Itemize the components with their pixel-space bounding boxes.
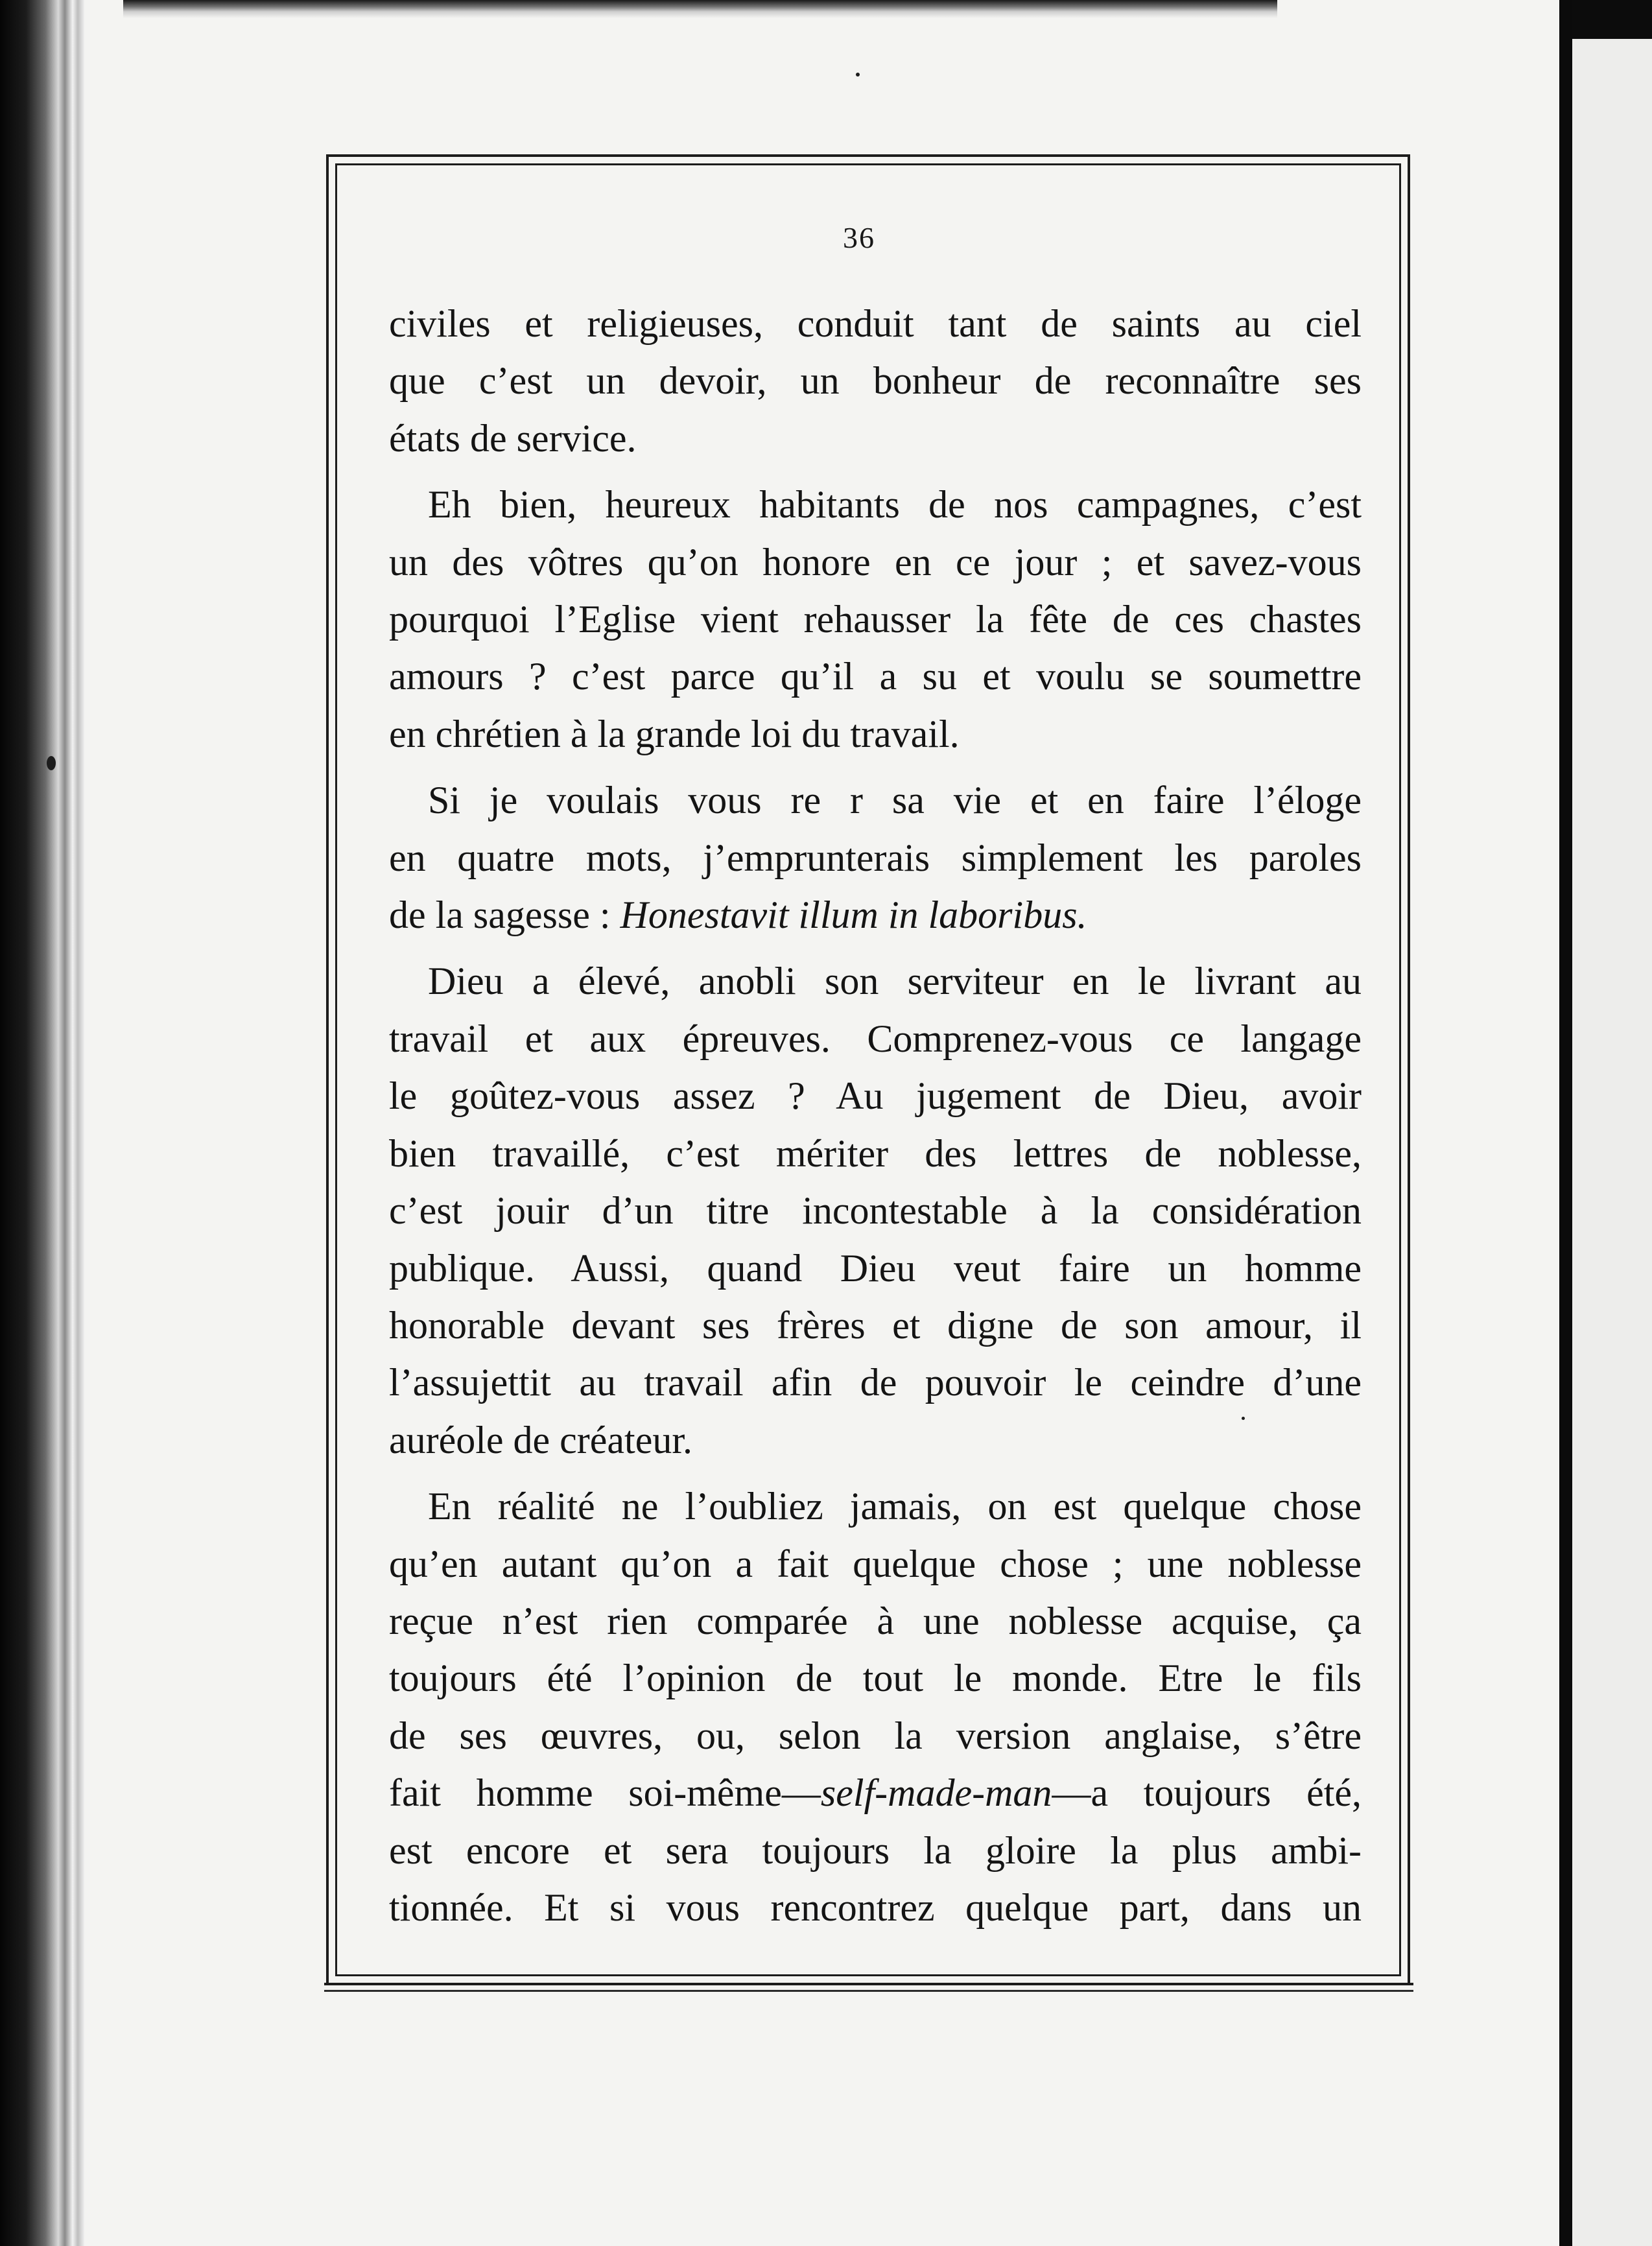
latin-quote: Honestavit illum in laboribus.	[620, 893, 1087, 937]
text-line: publique. Aussi, quand Dieu veut faire un homme	[389, 1246, 1362, 1290]
text-line: civiles et religieuses, conduit tant de saints au ciel	[389, 302, 1362, 345]
text-line: en chrétien à la grande loi du travail.	[389, 712, 960, 755]
text-line: est encore et sera toujours la gloire la plus ambi-	[389, 1828, 1362, 1872]
body-text	[389, 295, 1362, 1945]
page-top-shadow	[123, 0, 1277, 18]
text-line: tionnée. Et si vous rencontrez quelque part, dans un	[389, 1885, 1362, 1929]
text-span: —a toujours été,	[1052, 1771, 1362, 1815]
text-line: en quatre mots, j’emprunterais simplement les paroles	[389, 836, 1362, 879]
paragraph	[389, 476, 1362, 762]
facing-page-edge	[1572, 39, 1652, 2246]
text-line: Dieu a élevé, anobli son serviteur en le livrant au	[428, 960, 1362, 1003]
page-bottom-rule	[324, 1983, 1413, 1992]
paragraph	[389, 772, 1362, 943]
page-gutter	[1559, 0, 1572, 2246]
text-line: de ses œuvres, ou, selon la version anglaise, s’être	[389, 1714, 1362, 1757]
text-line: états de service.	[389, 416, 637, 460]
scan-speck	[1242, 1417, 1245, 1420]
text-line: c’est jouir d’un titre incontestable à la considération	[389, 1189, 1362, 1233]
text-line: l’assujettit au travail afin de pouvoir le ceindre d’une	[389, 1361, 1362, 1404]
paragraph	[389, 952, 1362, 1469]
text-line: Si je voulais vous re r sa vie et en faire l’éloge	[428, 779, 1362, 822]
text-line: Eh bien, heureux habitants de nos campagnes, c’est	[428, 483, 1362, 526]
text-line	[389, 1764, 1362, 1821]
scan-speck	[47, 756, 56, 770]
text-line: bien travaillé, c’est mériter des lettres de noblesse,	[389, 1131, 1362, 1175]
english-phrase: self-made-man	[820, 1771, 1052, 1815]
text-line: le goûtez-vous assez ? Au jugement de Dieu, avoir	[389, 1074, 1362, 1118]
paragraph	[389, 295, 1362, 467]
text-line: reçue n’est rien comparée à une noblesse acquise, ça	[389, 1599, 1362, 1642]
text-line: qu’en autant qu’on a fait quelque chose ; une noblesse	[389, 1542, 1362, 1585]
text-line: En réalité ne l’oubliez jamais, on est quelque chose	[428, 1485, 1362, 1528]
page-number: 36	[843, 221, 875, 254]
paragraph	[389, 1478, 1362, 1936]
text-span: de la sagesse :	[389, 893, 620, 937]
text-span: fait homme soi-même—	[389, 1771, 821, 1815]
text-line: honorable devant ses frères et digne de son amour, il	[389, 1303, 1362, 1347]
text-line: travail et aux épreuves. Comprenez-vous ce langage	[389, 1017, 1362, 1060]
text-line: que c’est un devoir, un bonheur de reconnaître ses	[389, 359, 1362, 403]
text-line: un des vôtres qu’on honore en ce jour ; et savez-vous	[389, 540, 1362, 584]
book-binding-edge	[0, 0, 84, 2246]
text-line: toujours été l’opinion de tout le monde. Etre le fils	[389, 1657, 1362, 1700]
text-line: pourquoi l’Eglise vient rehausser la fête de ces chastes	[389, 598, 1362, 641]
text-line: auréole de créateur.	[389, 1418, 693, 1461]
text-line	[389, 886, 1362, 943]
scan-speck	[856, 73, 860, 77]
text-line: amours ? c’est parce qu’il a su et voulu se soumettre	[389, 655, 1362, 698]
